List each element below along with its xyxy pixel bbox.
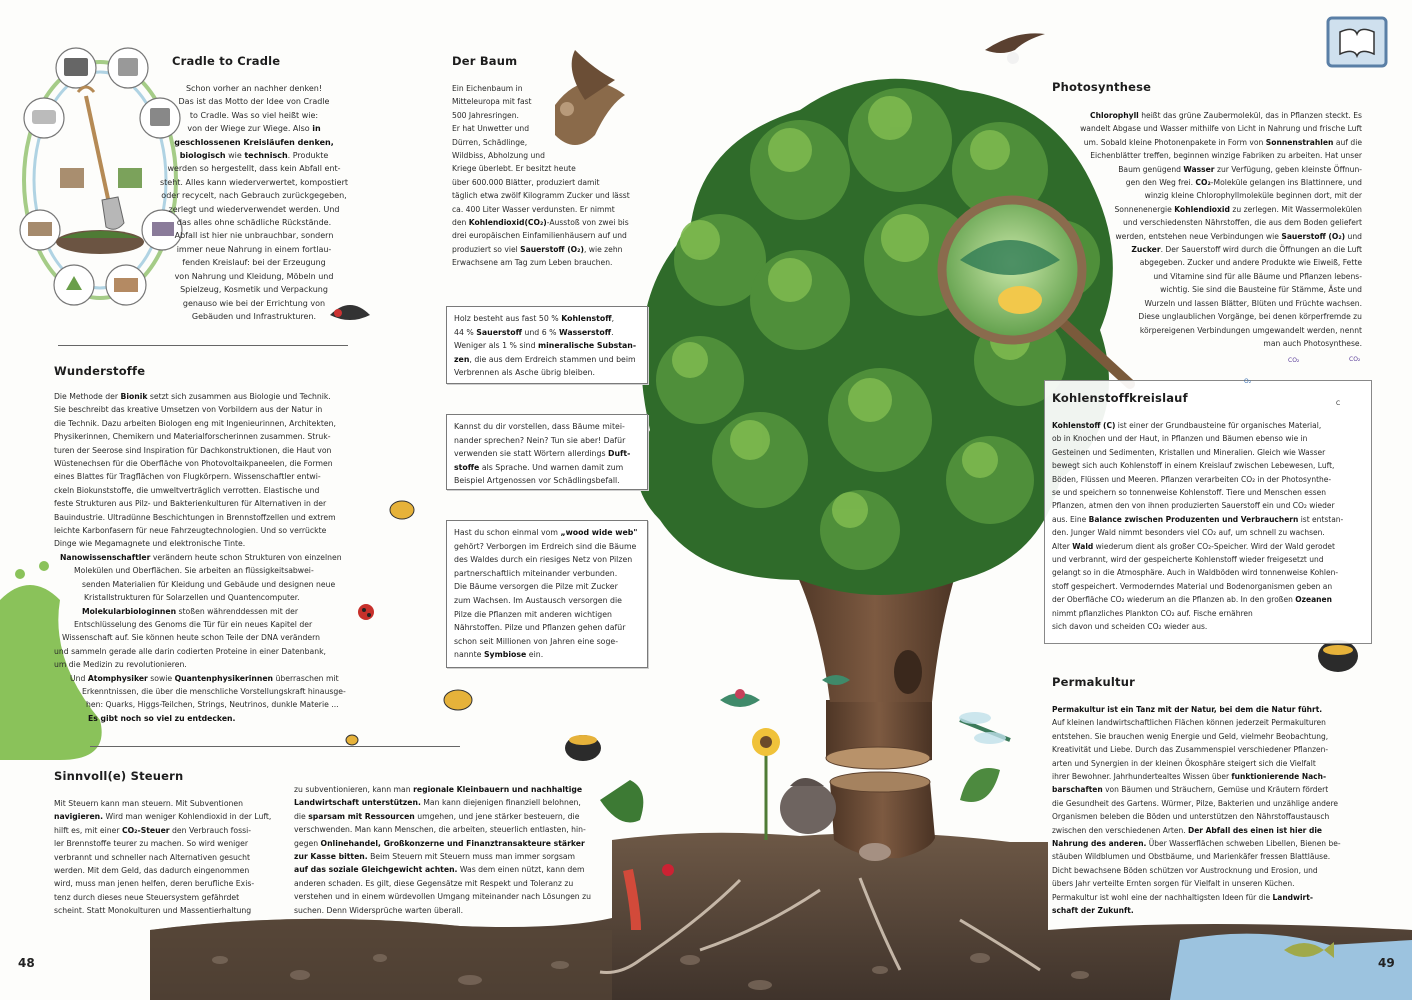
carbon-c-label: C [1336,400,1341,407]
eagle-icon [985,33,1045,64]
cradle-divider [58,345,348,346]
baum-text: Ein Eichenbaum in Mitteleuropa mit fast 500 Jahresringen. Er hat Unwetter und Dürren, Schädlinge, Wildbiss, Abholzung und Kriege überlebt. Er besitzt heute über 600.000 Blätter, produziert damit täglich etwa zwölf Kilogramm Zucker und lässt ca. 400 Liter Wasser verdunsten. Er nimmt den Kohlendioxid(CO₂)-Ausstoß von zwei bis drei europäischen Einfamilienhäusern auf und produziert so viel Sauerstoff (O₂), wie zehn Erwachsene am Tag zum Leben brauchen. [452,84,630,268]
kohlen-title: Kohlenstoffkreislauf [1052,391,1188,405]
wunder-title: Wunderstoffe [54,364,146,378]
perma-title: Permakultur [1052,675,1135,689]
page-number-left: 48 [18,956,35,970]
co2-label-2: CO₂ [1349,356,1361,363]
photo-title: Photosynthese [1052,80,1152,94]
tree-talk-box: Kannst du dir vorstellen, dass Bäume mitei- nander sprechen? Nein? Tun sie aber! Dafür verwenden sie statt Wörtern allerdings Duft- stoffe als Sprache. Und warnen damit zum Beispiel Artgenossen vor Schädlingsbefall. [446,414,648,490]
wunder-text: Die Methode der Bionik setzt sich zusammen aus Biologie und Technik. Sie beschreibt das kreative Umsetzen von Vorbildern aus der Natur in die Technik. Dazu arbeiten Biologen eng mit Ingenieurinnen, Architekten, Physikerinnen, Chemikern und Materialforscherinnen zusammen. Struk- turen der Seerose sind Inspiration für Dachkonstruktionen, die Haut von Wüstenechsen für die Oberfläche von Photovoltaikpaneelen, die Formen eines Blattes für Tragflächen von Flugkörpern. Wissenschaftler entwi- ckeln Biokunststoffe, die umweltverträglich verrotten. Elastische und feste Strukturen aus Pilz- und Bakterienkulturen für Alternativen in der Bauindustrie. Ultradünne Beschichtungen in Brennstoffzellen und extrem leichte Karbonfasern für neue Fahrzeugtechnologien. Und so verrückte Dinge wie Megamagnete und elektronische Tinte. Nanowissenschaftler verändern heute schon Strukturen von einzelnen Molekülen und Oberflächen. Sie arbeiten an flüssigkeitsabwei- senden Materialien für Kleidung und Gebäude und designen neue Kristallstrukturen für Solarzellen und Quantencomputer. Molekularbiologinnen stoßen währenddessen mit der Entschlüsselung des Genoms die Tür für ein neues Kapitel der Wissenschaft auf. Sie können heute schon Teile der DNA verändern und sammeln gerade alle darin codierten Proteine in einer Datenbank, um die Medizin zu revolutionieren. Und Atomphysiker sowie Quantenphysikerinnen überraschen mit Erkenntnissen, die über die menschliche Vorstellungskraft hinausge- hen: Quarks, Higgs-Teilchen, Strings, Neutrinos, dunkle Materie ... Es gibt noch so viel zu entdecken. [54,392,346,723]
sinn-title: Sinnvoll(e) Steuern [54,769,184,783]
cradle-text: Schon vorher an nachher denken! Das ist das Motto der Idee von Cradle to Cradle. Was so viel heißt wie: von der Wiege zur Wiege. Also in geschlossenen Kreisläufen denken, biologisch wie technisch. Produkte werden so hergestellt, dass kein Abfall ent- steht. Alles kann wiederverwertet, kompostiert oder recycelt, nach Gebrauch zurückgegeben, zerlegt und wiederverwendet werden. Und das alles ohne schädliche Rückstände. Abfall ist hier nie unbrauchbar, sondern immer neue Nahrung in einem fortlau- fenden Kreislauf: bei der Erzeugung von Nahrung und Kleidung, Möbeln und Spielzeug, Kosmetik und Verpackung genauso wie bei der Errichtung von Gebäuden und Infrastrukturen. [160,84,348,321]
page-number-right: 49 [1378,956,1395,970]
dragonfly-icon [959,712,1010,744]
o2-label: O₂ [1244,378,1252,385]
sinn-text-right: zu subventionieren, kann man regionale Kleinbauern und nachhaltige Landwirtschaft unterstützen. Man kann diejenigen finanziell belohnen, die sparsam mit Ressourcen umgehen, und jene stärker besteuern, die verschwenden. Man kann Menschen, die arbeiten, steuerlich entlasten, hin- gegen Onlinehandel, Großkonzerne und Finanztransakteure stärker zur Kasse bitten. Beim Steuern mit Steuern muss man immer sorgsam auf das soziale Gleichgewicht achten. Was dem einen nützt, kann dem anderen schaden. Es gilt, diese Gegensätze mit Respekt und Toleranz zu verstehen und in einem würdevollen Umgang miteinander nach Lösungen zu suchen. Denn Widersprüche warten überall. [294,785,592,915]
wood-wide-web-box: Hast du schon einmal vom „wood wide web" gehört? Verborgen im Erdreich sind die Bäume des Waldes durch ein riesiges Netz von Pilzen partnerschaftlich miteinander verbunden. Die Bäume versorgen die Pilze mit Zucker zum Wachsen. Im Austausch versorgen die Pilze die Pflanzen mit anderen wichtigen Nährstoffen. Pilze und Pflanzen gehen dafür schon seit Millionen von Jahren eine soge- nannte Symbiose ein. [446,520,648,668]
perma-text: Permakultur ist ein Tanz mit der Natur, bei dem die Natur führt. Auf kleinen landwirtschaftlichen Flächen können jederzeit Permakulturen entstehen. Sie brauchen wenig Energie und Geld, vielmehr Beobachtung, Kreativität und Liebe. Durch das Zusammenspiel verschiedener Pflanzen- arten und Synergien in der kleinen Ökosphäre steigert sich die Vielfalt ihrer Bewohner. Jahrhundertealtes Wissen über funktionierende Nach- barschaften von Bäumen und Sträuchern, Gemüse und Kräutern fördert die Gesundheit des Gartens. Würmer, Pilze, Bakterien und unzählige andere Organismen beleben die Böden und unterstützen den Nährstoffaustausch zwischen den verschiedenen Arten. Der Abfall des einen ist hier die Nahrung des anderen. Über Wasserflächen schweben Libellen, Bienen be- stäuben Wildblumen und Obstbäume, und Marienkäfer fressen Blattläuse. Dicht bewachsene Böden schützen vor Austrocknung und Erosion, und übers Jahr verteilte Ernten sorgen für Vielfalt in unseren Küchen. Permakultur ist wohl eine der nachhaltigsten Ideen für die Landwirt- schaft der Zukunft. [1052,705,1341,916]
photo-text: Chlorophyll heißt das grüne Zaubermolekül, das in Pflanzen steckt. Es wandelt Abgase und Wasser mithilfe von Licht in Nahrung und frische Luft um. Sobald kleine Photonenpakete in Form von Sonnenstrahlen auf die Eichenblätter treffen, beginnen winzige Fabriken zu arbeiten. Hat unser Baum genügend Wasser zur Verfügung, geben kleinste Öffnun- gen den Weg frei. CO₂-Moleküle gelangen ins Blattinnere, und winzig kleine Chlorophyllmoleküle beginnen dort, mit der Sonnenenergie Kohlendioxid zu zerlegen. Mit Wassermolekülen und verschiedensten Nährstoffen, die aus dem Boden geliefert werden, entstehen neue Verbindungen wie Sauerstoff (O₂) und Zucker. Der Sauerstoff wird durch die Öffnungen an die Luft abgegeben. Zucker und andere Produkte wie Eiweiß, Fette und Vitamine sind für alle Bäume und Pflanzen lebens- wichtig. Sie sind die Bausteine für Stämme, Äste und Wurzeln und lassen Blätter, Blüten und Früchte wachsen. Diese unglaublichen Vorgänge, bei denen körperfremde zu körpereigenen Verbindungen umgewandelt werden, nennt man auch Photosynthese. [1080,111,1362,348]
kohlen-text: Kohlenstoff (C) ist einer der Grundbausteine für organisches Material, ob in Knochen und der Haut, in Pflanzen und Bäumen ebenso wie in Gesteinen und Sedimenten, Kristallen und Mineralien. Gleich wie Wasser bewegt sich auch Kohlenstoff in einem Kreislauf zwischen Lebewesen, Luft, Böden, Flüssen und Meeren. Pflanzen verarbeiten CO₂ in der Photosynthe- se und speichern so tonnenweise Kohlenstoff. Tiere und Menschen essen Pflanzen, atmen den von ihnen produzierten Sauerstoff ein und CO₂ wieder aus. Eine Balance zwischen Produzenten und Verbrauchern ist entstan- den. Junger Wald nimmt besonders viel CO₂ auf, um schnell zu wachsen. Alter Wald wiederum dient als großer CO₂-Speicher. Wird der Wald gerodet und verbrannt, wird der gespeicherte Kohlenstoff wieder freigesetzt und gelangt so in die Atmosphäre. Auch in Waldböden wird tonnenweise Kohlen- stoff gespeichert. Vermoderndes Material und Bodenorganismen geben an der Oberfläche CO₂ wiederum an die Pflanzen ab. In den großen Ozeanen nimmt pflanzliches Plankton CO₂ auf. Fische ernähren sich davon und scheiden CO₂ wieder aus. [1052,421,1344,632]
baum-title: Der Baum [452,54,518,68]
wood-facts-box: Holz besteht aus fast 50 % Kohlenstoff, 44 % Sauerstoff und 6 % Wasserstoff. Weniger als 1 % sind mineralische Substan- zen, die aus dem Erdreich stammen und beim Verbrennen als Asche übrig bleiben. [446,306,648,384]
sinn-text-left: Mit Steuern kann man steuern. Mit Subventionen navigieren. Wird man weniger Kohlendioxid in der Luft, hilft es, mit einer CO₂-Steuer den Verbrauch fossi- ler Brennstoffe teurer zu machen. So wird weniger verbrannt und schneller nach Alternativen gesucht werden. Mit dem Geld, das dadurch eingenommen wird, muss man jenen helfen, deren berufliche Exis- tenz durch dieses neue Steuersystem gefährdet scheint. Statt Monokulturen und Massentierhaltung [54,799,272,916]
cradle-title: Cradle to Cradle [172,54,281,68]
wunder-divider [90,746,460,747]
co2-label: CO₂ [1288,357,1300,364]
sunflower-icon [752,728,780,840]
book-icon [1328,18,1386,66]
